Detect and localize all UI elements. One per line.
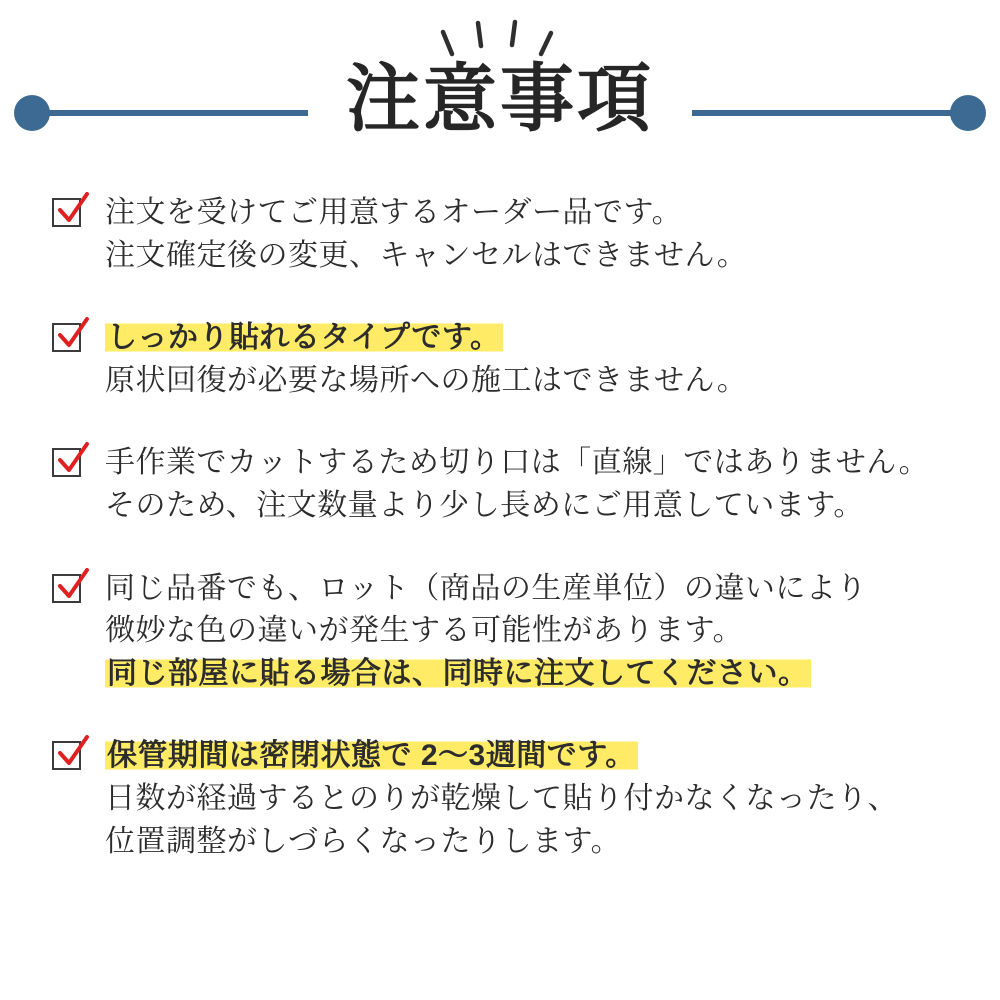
notice-list bbox=[52, 192, 970, 903]
note-line: 注文確定後の変更、キャンセルはできません。 bbox=[105, 238, 748, 272]
highlight-text: 同じ部屋に貼る場合は、同時に注文してください。 bbox=[107, 656, 809, 690]
note-line-highlighted bbox=[105, 317, 970, 360]
checked-checkbox-icon bbox=[52, 741, 85, 774]
note-line: 原状回復が必要な場所への施工はできません。 bbox=[105, 363, 748, 397]
page-header bbox=[0, 0, 1000, 170]
page-title: 注意事項 bbox=[346, 57, 654, 140]
checked-checkbox-icon bbox=[52, 574, 85, 607]
note-line-highlighted bbox=[105, 653, 970, 696]
note-line: 手作業でカットするため切り口は「直線」ではありません。 bbox=[105, 446, 930, 480]
note-line: 注文を受けてご用意するオーダー品です。 bbox=[105, 196, 683, 229]
list-item bbox=[52, 735, 970, 863]
checked-checkbox-icon bbox=[52, 448, 85, 481]
list-item bbox=[52, 568, 970, 696]
list-item-text bbox=[105, 568, 970, 696]
note-line: 日数が経過するとのりが乾燥して貼り付かなくなったり、 bbox=[105, 781, 898, 815]
checked-checkbox-icon bbox=[52, 198, 85, 231]
list-item-text bbox=[105, 735, 970, 863]
note-line: 位置調整がしづらくなったりします。 bbox=[105, 824, 622, 858]
header-dot-right bbox=[950, 95, 986, 131]
note-line-highlighted bbox=[105, 735, 970, 778]
list-item-text bbox=[105, 317, 970, 402]
list-item bbox=[52, 317, 970, 402]
checked-checkbox-icon bbox=[52, 323, 85, 356]
highlight-text: しっかり貼れるタイプです。 bbox=[107, 321, 501, 355]
note-line: 同じ品番でも、ロット（商品の生産単位）の違いにより bbox=[105, 571, 867, 605]
list-item bbox=[52, 442, 970, 527]
list-item-text bbox=[105, 442, 970, 527]
list-item bbox=[52, 192, 970, 277]
note-line: そのため、注文数量より少し長めにご用意しています。 bbox=[105, 488, 864, 522]
list-item-text bbox=[105, 192, 970, 277]
header-dot-left bbox=[14, 95, 50, 131]
sparkle-lines-icon bbox=[0, 10, 1000, 60]
page-title-wrap bbox=[308, 57, 692, 140]
highlight-text: 保管期間は密閉状態で 2〜3週間です。 bbox=[107, 739, 636, 773]
note-line: 微妙な色の違いが発生する可能性があります。 bbox=[105, 614, 744, 648]
